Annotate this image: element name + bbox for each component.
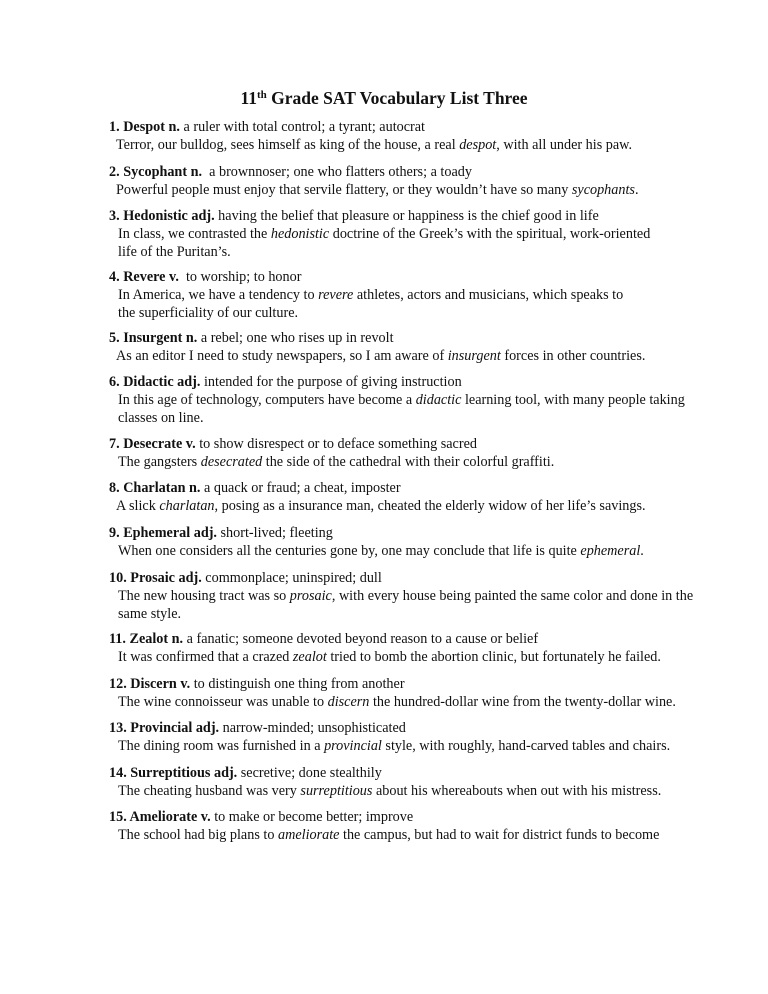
vocab-term: 3. Hedonistic adj. [109, 208, 215, 224]
vocab-term: 10. Prosaic adj. [109, 570, 202, 586]
vocab-entry [109, 525, 708, 561]
vocab-definition: narrow-minded; unsophisticated [219, 720, 406, 736]
vocab-example-word: ephemeral [580, 542, 641, 559]
vocab-example: It was confirmed that a crazed zealot tried to bomb the abortion clinic, but fortunately he failed. [118, 648, 661, 665]
title-text: Grade SAT Vocabulary List Three [266, 88, 528, 108]
vocab-example: When one considers all the centuries gone by, one may conclude that life is quite ephemeral. [118, 542, 644, 559]
vocab-entry [109, 208, 666, 261]
vocab-term: 2. Sycophant n. [109, 164, 203, 180]
vocab-definition: to worship; to honor [178, 269, 302, 285]
vocab-entry [109, 676, 708, 712]
vocab-example-word: zealot [292, 648, 327, 665]
vocab-definition: intended for the purpose of giving instruction [200, 374, 462, 390]
vocab-definition: commonplace; uninspired; dull [201, 570, 382, 586]
vocab-entry [109, 269, 638, 322]
page-title [0, 87, 768, 109]
vocab-example: A slick charlatan, posing as a insurance man, cheated the elderly widow of her life’s savings. [116, 497, 646, 514]
vocab-term: 9. Ephemeral adj. [109, 525, 217, 541]
vocab-example: The school had big plans to ameliorate the campus, but had to wait for district funds to become [118, 826, 660, 843]
vocab-definition: a brownnoser; one who flatters others; a toady [202, 164, 472, 180]
vocab-example-word: prosaic [289, 587, 332, 604]
vocab-entry [109, 119, 706, 155]
vocab-example: Terror, our bulldog, sees himself as king of the house, a real despot, with all under his paw. [116, 136, 633, 153]
vocab-example: Powerful people must enjoy that servile flattery, or they wouldn’t have so many sycophants. [116, 181, 639, 198]
vocab-entry [109, 720, 708, 756]
vocab-example-word: ameliorate [277, 826, 340, 843]
vocab-example-word: hedonistic [270, 225, 330, 242]
vocab-term: 6. Didactic adj. [109, 374, 201, 390]
vocab-definition: to show disrespect or to deface something sacred [195, 436, 477, 452]
vocab-example: The wine connoisseur was unable to discern the hundred-dollar wine from the twenty-dollar wine. [118, 693, 676, 710]
vocab-example: In this age of technology, computers have become a didactic learning tool, with many people taking classes on line. [118, 391, 685, 426]
vocab-definition: having the belief that pleasure or happiness is the chief good in life [214, 208, 599, 224]
title-grade-number: 11 [240, 88, 257, 108]
vocab-definition: a ruler with total control; a tyrant; autocrat [179, 119, 425, 135]
vocab-term: 5. Insurgent n. [109, 330, 198, 346]
vocab-example-word: desecrated [200, 453, 263, 470]
vocab-example-word: revere [318, 286, 354, 303]
vocab-term: 15. Ameliorate v. [109, 809, 211, 825]
vocab-example-word: insurgent [447, 347, 501, 364]
vocab-example-word: didactic [415, 391, 462, 408]
vocab-entry [109, 480, 706, 516]
vocab-example-word: discern [327, 693, 370, 710]
vocab-definition: short-lived; fleeting [216, 525, 333, 541]
vocab-term: 7. Desecrate v. [109, 436, 196, 452]
vocab-example-word: charlatan [159, 497, 215, 514]
vocab-example: The gangsters desecrated the side of the cathedral with their colorful graffiti. [118, 453, 555, 470]
vocab-definition: secretive; done stealthily [237, 765, 382, 781]
vocab-example-word: sycophants [571, 181, 635, 198]
vocab-term: 4. Revere v. [109, 269, 179, 285]
vocab-term: 13. Provincial adj. [109, 720, 220, 736]
vocab-example: In class, we contrasted the hedonistic doctrine of the Greek’s with the spiritual, work-oriented life of the Puritan’s. [118, 225, 651, 260]
vocab-term: 1. Despot n. [109, 119, 180, 135]
title-ordinal-suffix: th [257, 89, 267, 101]
vocab-definition: to make or become better; improve [210, 809, 414, 825]
vocab-definition: a quack or fraud; a cheat, imposter [200, 480, 401, 496]
vocab-example: The new housing tract was so prosaic, with every house being painted the same color and done in the same style. [118, 587, 694, 622]
vocab-example: In America, we have a tendency to revere athletes, actors and musicians, which speaks to the superficiality of our culture. [118, 286, 624, 321]
vocab-example: The cheating husband was very surreptitious about his whereabouts when out with his mistress. [118, 782, 662, 799]
vocab-entry [109, 631, 708, 667]
vocab-term: 8. Charlatan n. [109, 480, 201, 496]
vocab-definition: a fanatic; someone devoted beyond reason to a cause or belief [183, 631, 539, 647]
vocab-entry [109, 330, 706, 366]
vocab-term: 14. Surreptitious adj. [109, 765, 238, 781]
vocab-entry [109, 765, 708, 801]
vocab-definition: to distinguish one thing from another [190, 676, 405, 692]
vocab-term: 12. Discern v. [109, 676, 191, 692]
vocab-example-word: surreptitious [300, 782, 373, 799]
vocab-entry [109, 436, 708, 472]
vocab-entry [109, 809, 708, 845]
vocab-term: 11. Zealot n. [109, 631, 184, 647]
vocab-definition: a rebel; one who rises up in revolt [197, 330, 394, 346]
vocab-entry [109, 570, 698, 623]
vocab-example: The dining room was furnished in a provincial style, with roughly, hand-carved tables and chairs. [118, 737, 671, 754]
vocab-example-word: despot [459, 136, 497, 153]
vocab-example-word: provincial [324, 737, 382, 754]
vocab-example: As an editor I need to study newspapers, so I am aware of insurgent forces in other countries. [116, 347, 646, 364]
vocab-entry [109, 164, 706, 200]
vocab-entry [109, 374, 700, 427]
